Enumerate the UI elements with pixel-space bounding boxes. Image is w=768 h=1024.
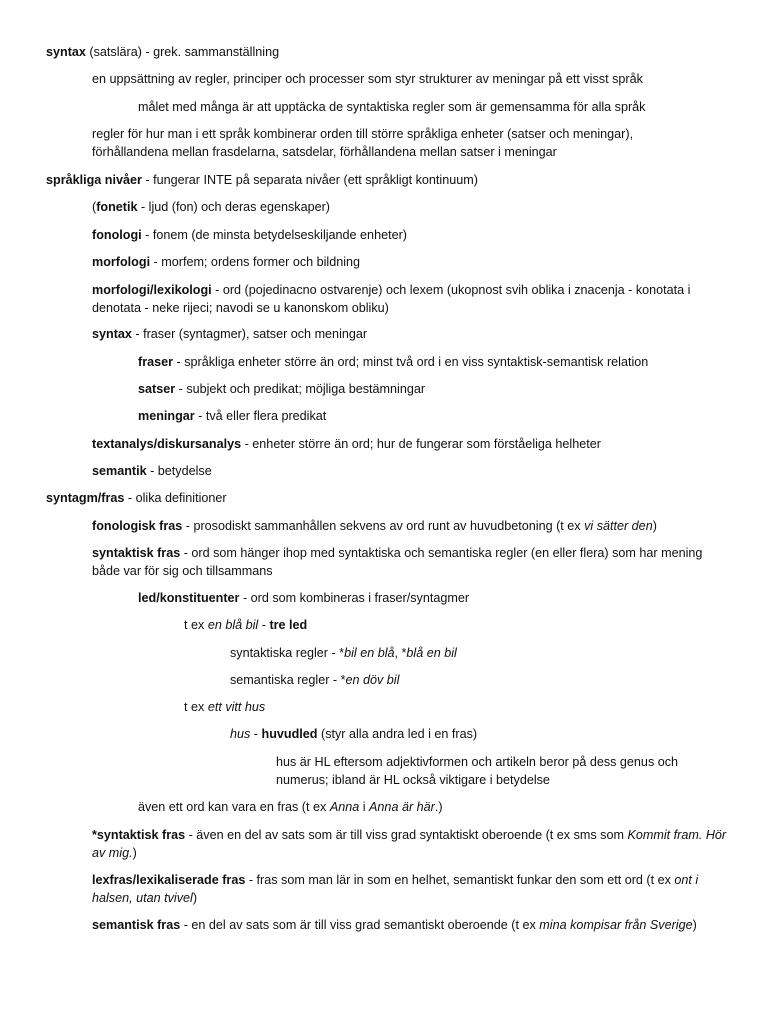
line-hl-explanation: hus är HL eftersom adjektivformen och artikeln beror på dess genus och numerus; ibland är HL också viktigare i betydelse: [276, 755, 679, 787]
line-semantic-rules: semantiska regler - *en döv bil: [230, 673, 400, 687]
line-lexfras: lexfras/lexikaliserade fras - fras som man lär in som en helhet, semantiskt funkar den som ett ord (t ex ont i halsen, utan tvivel): [92, 873, 699, 905]
line-example-vitt-hus: t ex ett vitt hus: [184, 700, 266, 714]
line-syntax-rules: regler för hur man i ett språk kombinerar orden till större språkliga enheter (satser och meningar), förhållandena mellan frasdelarna, satsdelar, förhållandena mellan satser i meningar: [92, 127, 634, 159]
line-syntaktisk-fras-alt: *syntaktisk fras - även en del av sats som är till viss grad syntaktiskt oberoende (t ex sms som Kommit fram. Hör av mig.): [92, 828, 727, 860]
line-lexikologi: morfologi/lexikologi - ord (pojedinacno ostvarenje) och lexem (ukopnost svih oblika i znacenja - konotata i denotata - neke rijeci; navodi se u kanonskom obliku): [92, 283, 691, 315]
line-huvudled: hus - huvudled (styr alla andra led i en fras): [230, 727, 478, 741]
line-syntactic-rules: syntaktiska regler - *bil en blå, *blå en bil: [230, 646, 457, 660]
line-textanalys: textanalys/diskursanalys - enheter större än ord; hur de fungerar som förståeliga helheter: [92, 437, 601, 451]
line-syntax-goal: målet med många är att upptäcka de syntaktiska regler som är gemensamma för alla språk: [138, 100, 646, 114]
line-syntaktisk-fras: syntaktisk fras - ord som hänger ihop med syntaktiska och semantiska regler (en eller flera) som har mening både var för sig och tillsammans: [92, 546, 703, 578]
line-satser: satser - subjekt och predikat; möjliga bestämningar: [138, 382, 426, 396]
line-semantik: semantik - betydelse: [92, 464, 212, 478]
line-fonologi: fonologi - fonem (de minsta betydelseskiljande enheter): [92, 228, 407, 242]
line-fraser: fraser - språkliga enheter större än ord; minst två ord i en viss syntaktisk-semantisk relation: [138, 355, 649, 369]
line-syntagm-fras: syntagm/fras - olika definitioner: [46, 491, 227, 505]
line-syntax-definition: en uppsättning av regler, principer och processer som styr strukturer av meningar på ett visst språk: [92, 72, 643, 86]
line-syntax-level: syntax - fraser (syntagmer), satser och meningar: [92, 327, 368, 341]
line-morfologi: morfologi - morfem; ordens former och bildning: [92, 255, 361, 269]
line-single-word-phrase: även ett ord kan vara en fras (t ex Anna i Anna är här.): [138, 800, 443, 814]
line-fonetik: (fonetik - ljud (fon) och deras egenskaper): [92, 200, 330, 214]
line-semantisk-fras: semantisk fras - en del av sats som är till viss grad semantiskt oberoende (t ex mina kompisar från Sverige): [92, 918, 697, 932]
line-meningar: meningar - två eller flera predikat: [138, 409, 327, 423]
line-led-konstituenter: led/konstituenter - ord som kombineras i fraser/syntagmer: [138, 591, 470, 605]
line-language-levels: språkliga nivåer - fungerar INTE på separata nivåer (ett språkligt kontinuum): [46, 173, 478, 187]
line-syntax-heading: syntax (satslära) - grek. sammanställning: [46, 45, 280, 59]
line-fonologisk-fras: fonologisk fras - prosodiskt sammanhållen sekvens av ord runt av huvudbetoning (t ex vi sätter den): [92, 519, 657, 533]
line-example-bla-bil: t ex en blå bil - tre led: [184, 618, 308, 632]
